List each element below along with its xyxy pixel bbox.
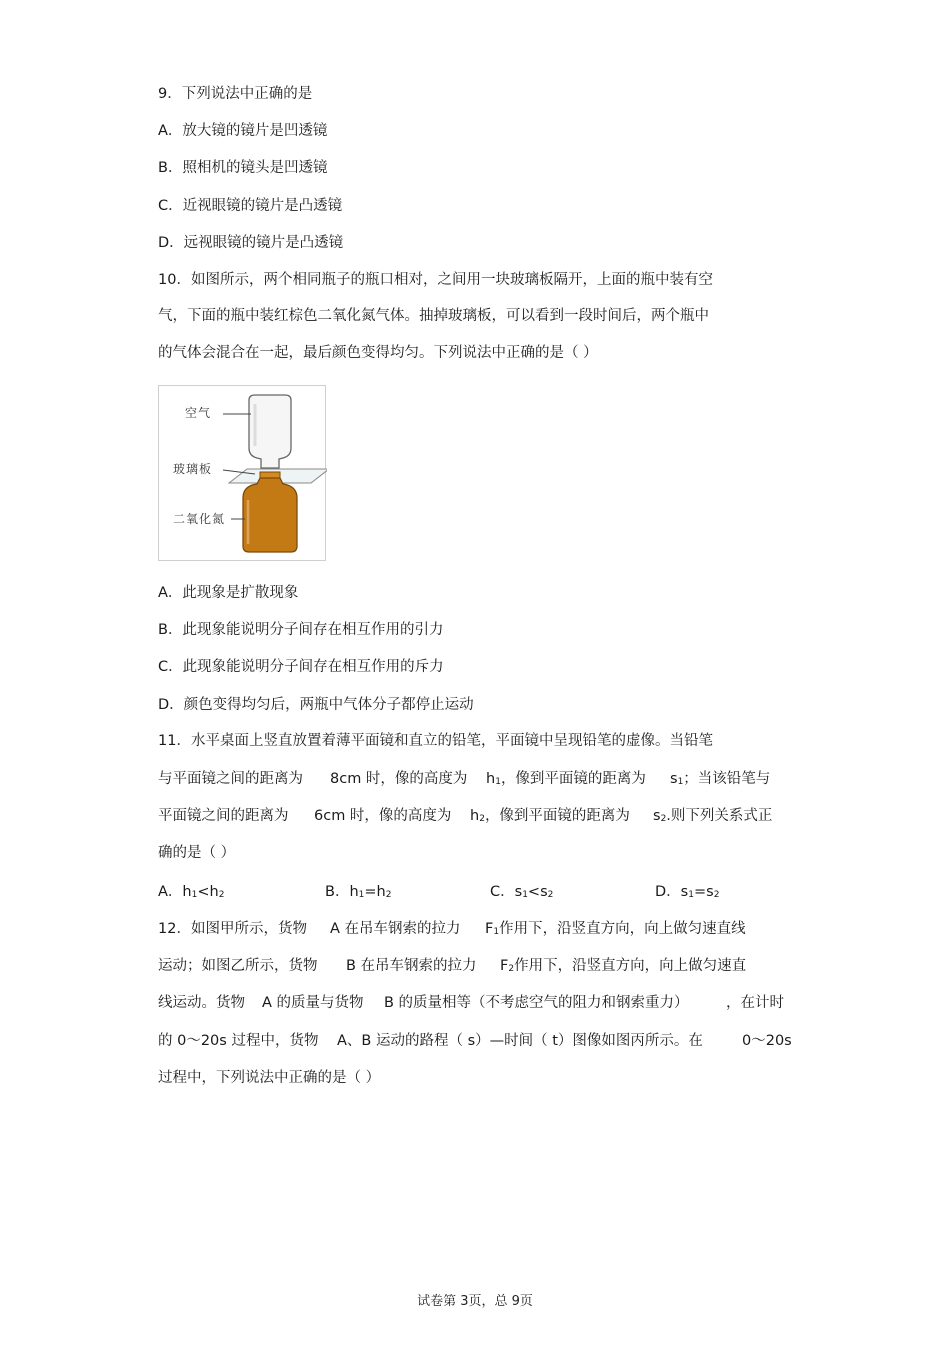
q10-stem-line-2: 气，下面的瓶中装红棕色二氧化氮气体。抽掉玻璃板，可以看到一段时间后，两个瓶中 [158,308,709,324]
q12-stem-line-4: 的 0～20s 过程中，货物 A、B 运动的路程（ s）—时间（ t）图像如图丙所示。在 0～20s [158,1033,792,1049]
q11-stem-line-2: 与平面镜之间的距离为 8cm 时，像的高度为 $h_1$，像到平面镜的距离为 $s_1$；当该铅笔与 [158,771,771,787]
q10-option-d: D．颜色变得均匀后，两瓶中气体分子都停止运动 [158,697,474,713]
q11-option-d: D．$s_1=s_2$ [655,884,720,900]
q11-stem-line-3: 平面镜之间的距离为 6cm 时，像的高度为 $h_2$，像到平面镜的距离为 $s_2$.则下列关系式正 [158,808,773,824]
q10-option-a: A．此现象是扩散现象 [158,585,299,601]
page-footer: 试卷第 3页，总 9页 [417,1294,533,1309]
no2-label: 二氧化氮 [173,512,226,526]
q11-stem-line-4: 确的是（ ） [158,845,236,861]
q11-option-a: A．$h_1<h_2$ [158,884,225,900]
q12-stem-line-5: 过程中，下列说法中正确的是（ ） [158,1070,381,1086]
q12-stem-line-3: 线运动。货物 A 的质量与货物 B 的质量相等（不考虑空气的阻力和钢索重力） ，在计时 [158,995,784,1011]
air-label: 空气 [185,406,212,420]
q12-stem-line-2: 运动；如图乙所示，货物 B 在吊车钢索的拉力 $F_2$作用下，沿竖直方向，向上做匀速直 [158,958,747,974]
q10-stem-line-1: 10．如图所示，两个相同瓶子的瓶口相对，之间用一块玻璃板隔开，上面的瓶中装有空 [158,272,713,288]
q11-stem-line-1: 11．水平桌面上竖直放置着薄平面镜和直立的铅笔，平面镜中呈现铅笔的虚像。当铅笔 [158,733,713,749]
q9-option-b: B．照相机的镜头是凹透镜 [158,160,328,176]
q9-stem: 9．下列说法中正确的是 [158,86,313,102]
q9-option-d: D．远视眼镜的镜片是凸透镜 [158,235,344,251]
q11-option-c: C．$s_1<s_2$ [490,884,554,900]
q11-option-b: B．$h_1=h_2$ [325,884,392,900]
no2-bottle-neck [260,472,280,478]
q10-option-b: B．此现象能说明分子间存在相互作用的引力 [158,622,444,638]
glass-plate-label: 玻璃板 [173,462,213,476]
no2-bottle [243,478,297,552]
q12-stem-line-1: 12．如图甲所示，货物 A 在吊车钢索的拉力 $F_1$作用下，沿竖直方向，向上做匀速直线 [158,921,746,937]
q10-stem-line-3: 的气体会混合在一起，最后颜色变得均匀。下列说法中正确的是（ ） [158,345,598,361]
q9-option-c: C．近视眼镜的镜片是凸透镜 [158,198,343,214]
q10-option-c: C．此现象能说明分子间存在相互作用的斥力 [158,659,444,675]
q9-option-a: A．放大镜的镜片是凹透镜 [158,123,328,139]
q11-options-row [158,882,778,902]
bottle-diffusion-figure [158,385,326,561]
